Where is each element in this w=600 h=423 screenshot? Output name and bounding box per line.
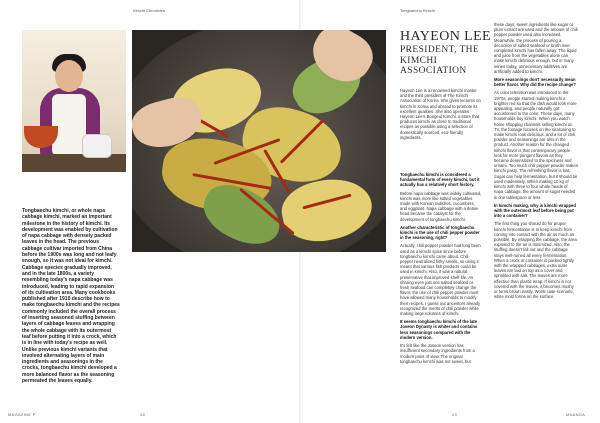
author-title: PRESIDENT, THE KIMCHI ASSOCIATION bbox=[400, 45, 480, 76]
folio-left-label: MAGAZINE P bbox=[8, 412, 36, 417]
answer: It's felt like the Joseon version has insufficient secondary ingredients from a modern point of view. The original tongbaechu kimchi was not sweet, but bbox=[400, 343, 475, 364]
answer: As color television was introduced in the 1970s, people started making kimchi a brighter red so that the dish would look more appealing, and people naturally got accustomed to the color. These days, many households buy kimchi. When you watch home shopping channels selling kimchi on TV, the footage focuses on the seasoning to make kimchi look delicious, and a lot of chili powder and seasonings are also in the product. Another reason for the changed kimchi flavor is that contemporary people look for more pungent flavors as they became desensitized to the spiciness and umami. Too much chili pepper powder makes kimchi pasty. The refreshing flavor is lost. Sugar can help fermentation, but it should be used moderately. When making 10 kg of kimchi with three to four whole heads of napa cabbage, the amount of sugar needed is one tablespoon or less. bbox=[494, 90, 578, 200]
question: More seasonings don't necessarily mean better flavor. Why did the recipe change? bbox=[494, 77, 576, 88]
running-head-left: Kimchi Chronicles bbox=[133, 8, 166, 13]
folio-right-label: MAANGA bbox=[566, 412, 586, 417]
question: Tongbaechu kimchi is considered a fundamental form of every kimchi, but it actually has a relatively short history. bbox=[400, 172, 480, 188]
kimchi-making-photo bbox=[132, 30, 386, 252]
author-bio-text: Hayeon Lee is a renowned kimchi master and the third president of The Kimchi Association of Korea. She gives lectures on kimchi in Korea and abroad to promote its excellent qualities. She also operates Hayeon Lee's Bongeul Kimchi, a store that produces kimchi as close to traditional recipes as possible using a selection of domestically sourced, eco-friendly ingredients. bbox=[400, 88, 481, 140]
question: Another characteristic of tongbaechu kimchi is the use of chili pepper powder in the seasoning, right? bbox=[400, 224, 480, 241]
author-bio bbox=[400, 88, 482, 143]
qa-column-2 bbox=[494, 22, 578, 302]
running-head-right: Tongbaechu Kimchi bbox=[400, 8, 435, 13]
answer: The first thing you should do for proper kimchi fermentation is to keep kimchi from coming into contact with the air as much as possible. By wrapping the cabbage, the area exposed to the air is minimized. Also, the stuffing doesn't fall out and the cabbage stays well-ruined all every fermentation. When a crock or container is packed tightly with the wrapped cabbages, extra outer leaves are laid on top as a cover and sprinkled with salt. The leaves are more effective than plastic wrap. If kimchi is not covered with the leaves, it becomes mushy or turns brown easily. Worst case scenario, white mold forms on the surface. bbox=[494, 221, 577, 300]
answer: Actually, chili pepper powder had long been used as a kimchi spice since before tongbaechu kimchi came about. Chili pepper neutralized fishy smells, so using it meant that various fish products could be used in kimchi. Also, it was a natural preservative that improved shelf-life. As sharing even just one salted seafood or fresh seafood can completely change the flavor, the use of chili pepper powder must have allowed many households to modify their recipes. I guess our ancestors already recognized the merits of chili powder while making large volumes of kimchi. bbox=[400, 243, 481, 317]
question: In kimchi making, why is kimchi wrapped with the outermost leaf before being put into a container? bbox=[494, 202, 576, 219]
qa-column-1 bbox=[400, 172, 482, 367]
answer: Before napa cabbage was widely cultivated, kimchi was more like salted vegetables made with Korean radishes, cucumbers, and eggplant. Napa cabbage with a dense head became the catalyst for the development of tongbaechu kimchi. bbox=[400, 190, 482, 222]
portrait-photo bbox=[22, 30, 126, 172]
continued-text: these days, sweet ingredients like sugar or plum extract are used and the amount of chili pepper powder used also increased. Meanwhile, the process of pouring a decoction of salted seafood or broth over completed kimchi has fallen away. The liquid and juice from the vegetables alone can make kimchi delicious enough, but in many series today, unnecessary additives are artificially added to kimchi. bbox=[494, 22, 578, 74]
author-name: HAYEON LEE bbox=[400, 29, 491, 44]
folio-left-page: 28 bbox=[140, 412, 146, 417]
question: It seems tongbaechu kimchi of the late Joseon Dynasty is whiter and contains less seasonings compared with the modern version. bbox=[400, 319, 478, 340]
folio-right-page: 29 bbox=[452, 412, 458, 417]
intro-paragraph: Tongbaechu kimchi, or whole napa cabbage kimchi, marked an important milestone in the history of kimchi. Its development was enabled by cultivation of napa cabbage with densely packed leaves in the head. The previous cabbage cultivar imported from China before the 1900s was long and not leafy enough, so it was not ideal for kimchi. Cabbage species gradually improved, and in the late 1800s, a variety resembling today's napa cabbage was introduced, leading to rapid expansion of its cultivation area. Many cookbooks published after 1910 describe how to make tongbaechu kimchi and the recipes commonly included the overall process of inserting seasoned stuffing between layers of cabbage leaves and wrapping the whole cabbage with its outermost leaf before putting it into a crock, which is in line with today's recipe as well. Unlike previous kimchi variants that involved alternating layers of main ingredients and seasonings in the crocks, tongbaechu kimchi developed a more balanced flavor as the seasoning permeated the leaves equally. bbox=[22, 208, 120, 385]
